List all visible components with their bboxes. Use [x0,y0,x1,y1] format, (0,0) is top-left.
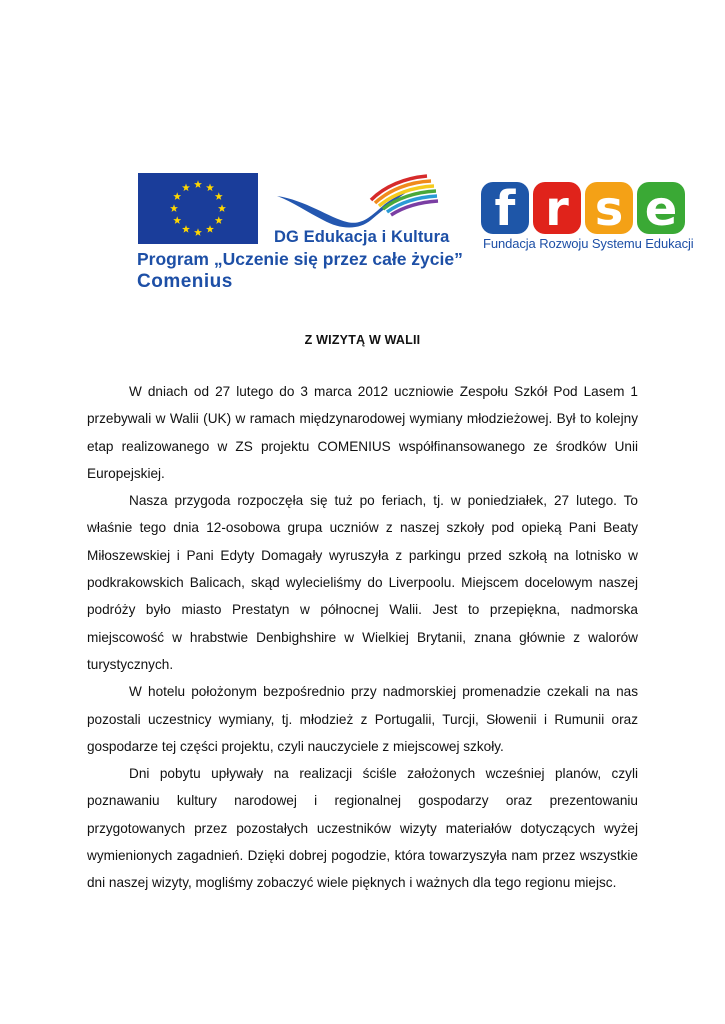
frse-letter-r: r [545,181,569,235]
document-body [87,378,638,897]
paragraph: Dni pobytu upływały na realizacji ściśle założonych wcześniej planów, czyli poznawaniu kultury narodowej i regionalnej gospodarzy oraz prezentowaniu przygotowanych przez pozostałych uczestników wizyty materiałów dotyczących wyżej wymienionych zagadnień. Dzięki dobrej pogodzie, która towarzyszyła nam przez wszystkie dni naszej wizyty, mogliśmy zobaczyć wiele pięknych i ważnych dla tego regionu miejsc. [87,766,638,891]
paragraph: W hotelu położonym bezpośrednio przy nadmorskiej promenadzie czekali na nas pozostali uczestnicy wymiany, tj. młodzież z Portugalii, Turcji, Słowenii i Rumunii oraz gospodarze tej części projektu, czyli nauczyciele z miejscowej szkoły. [87,684,638,754]
frse-letter-f: f [494,181,516,235]
dg-education-swoosh-logo [275,170,440,232]
paragraph: Nasza przygoda rozpoczęła się tuż po feriach, tj. w poniedziałek, 27 lutego. To właśnie tego dnia 12-osobowa grupa uczniów z naszej szkoły pod opieką Pani Beaty Miłoszewskiej i Pani Edyty Domagały wyruszyła z parkingu przed szkołą na lotnisko w podkrakowskich Balicach, skąd wylecieliśmy do Liverpoolu. Miejscem docelowym naszej podróży było miasto Prestatyn w północnej Walii. Jest to przepiękna, nadmorska miejscowość w hrabstwie Denbighshire w Wielkiej Brytanii, znana głównie z walorów turystycznych. [87,493,638,672]
comenius-program-name: Comenius [137,271,233,292]
dg-education-culture-label: DG Edukacja i Kultura [274,228,450,246]
document-title: Z WIZYTĄ W WALII [304,333,421,347]
paragraph: W dniach od 27 lutego do 3 marca 2012 uczniowie Zespołu Szkół Pod Lasem 1 przebywali w Walii (UK) w ramach międzynarodowej wymiany młodzieżowej. Był to kolejny etap realizowanego w ZS projektu COMENIUS współfinansowanego ze środków Unii Europejskiej. [87,384,638,481]
frse-letter-e: e [644,181,678,235]
swoosh-stripe-6 [391,201,438,215]
frse-letter-s: s [594,181,624,235]
eu-flag-logo [138,173,258,244]
frse-full-name: Fundacja Rozwoju Systemu Edukacji [483,236,694,251]
frse-logo [481,180,685,235]
lifelong-learning-program-title: Program „Uczenie się przez całe życie” [137,249,463,269]
